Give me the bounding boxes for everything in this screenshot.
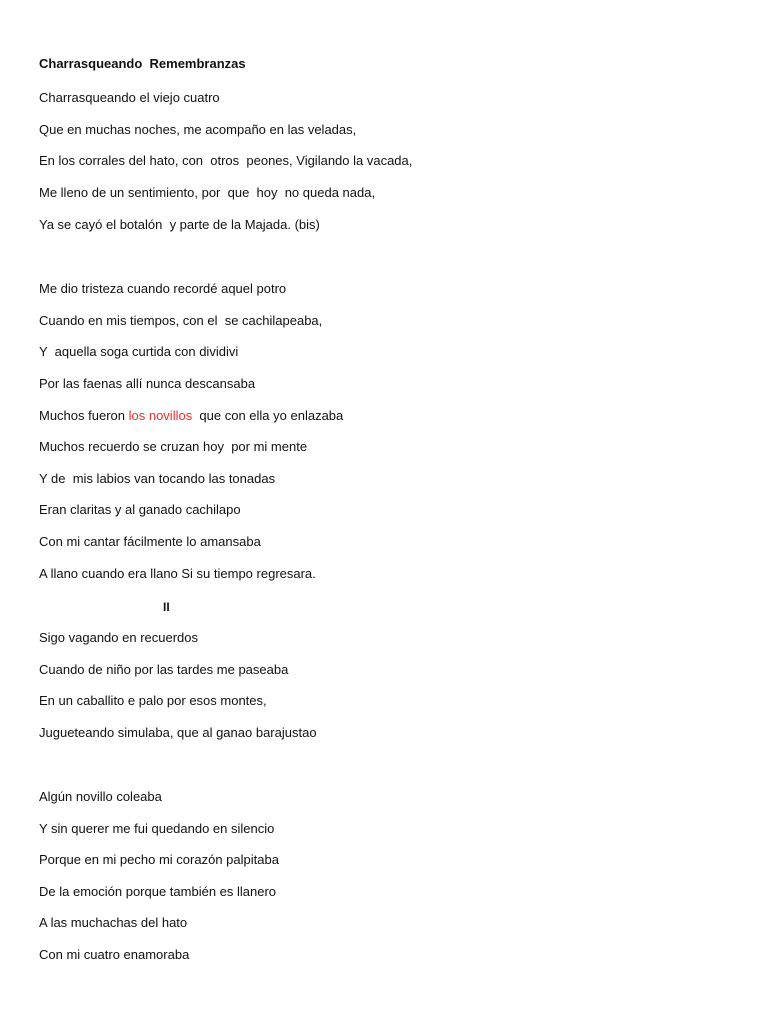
verse-line: A llano cuando era llano Si su tiempo regresara. [39,566,316,581]
verse-line: Charrasqueando el viejo cuatro [39,90,220,105]
verse-line: A las muchachas del hato [39,915,188,930]
verse-line: Porque en mi pecho mi corazón palpitaba [39,852,279,867]
section-marker: II [163,600,170,614]
verse-line: Por las faenas allí nunca descansaba [39,376,256,391]
verse-line: En un caballito e palo por esos montes, [39,693,267,708]
verse-text: Muchos fueron [39,408,129,423]
verse-line: De la emoción porque también es llanero [39,884,277,899]
verse-line: Y sin querer me fui quedando en silencio [39,821,275,836]
verse-line: Cuando en mis tiempos, con el se cachilapeaba, [39,313,323,328]
verse-line: Ya se cayó el botalón y parte de la Majada. (bis) [39,217,320,232]
verse-line: Que en muchas noches, me acompaño en las veladas, [39,122,357,137]
verse-line: Sigo vagando en recuerdos [39,630,199,645]
document-title: Charrasqueando Remembranzas [39,56,246,71]
highlighted-text: los novillos [128,408,193,423]
verse-line: Y de mis labios van tocando las tonadas [39,471,276,486]
verse-line: Con mi cantar fácilmente lo amansaba [39,534,261,549]
verse-line: Y aquella soga curtida con dividivi [39,344,239,359]
verse-line: En los corrales del hato, con otros peones, Vigilando la vacada, [39,153,413,168]
verse-line: Con mi cuatro enamoraba [39,947,190,962]
verse-line: Jugueteando simulaba, que al ganao barajustao [39,725,317,740]
verse-line: Muchos recuerdo se cruzan hoy por mi mente [39,439,308,454]
verse-text: que con ella yo enlazaba [192,408,344,423]
verse-line: Me lleno de un sentimiento, por que hoy no queda nada, [39,185,376,200]
verse-line: Algún novillo coleaba [39,789,162,804]
verse-line-highlighted [39,408,343,424]
verse-line: Eran claritas y al ganado cachilapo [39,502,241,517]
verse-line: Me dio tristeza cuando recordé aquel potro [39,281,287,296]
verse-line: Cuando de niño por las tardes me paseaba [39,662,289,677]
